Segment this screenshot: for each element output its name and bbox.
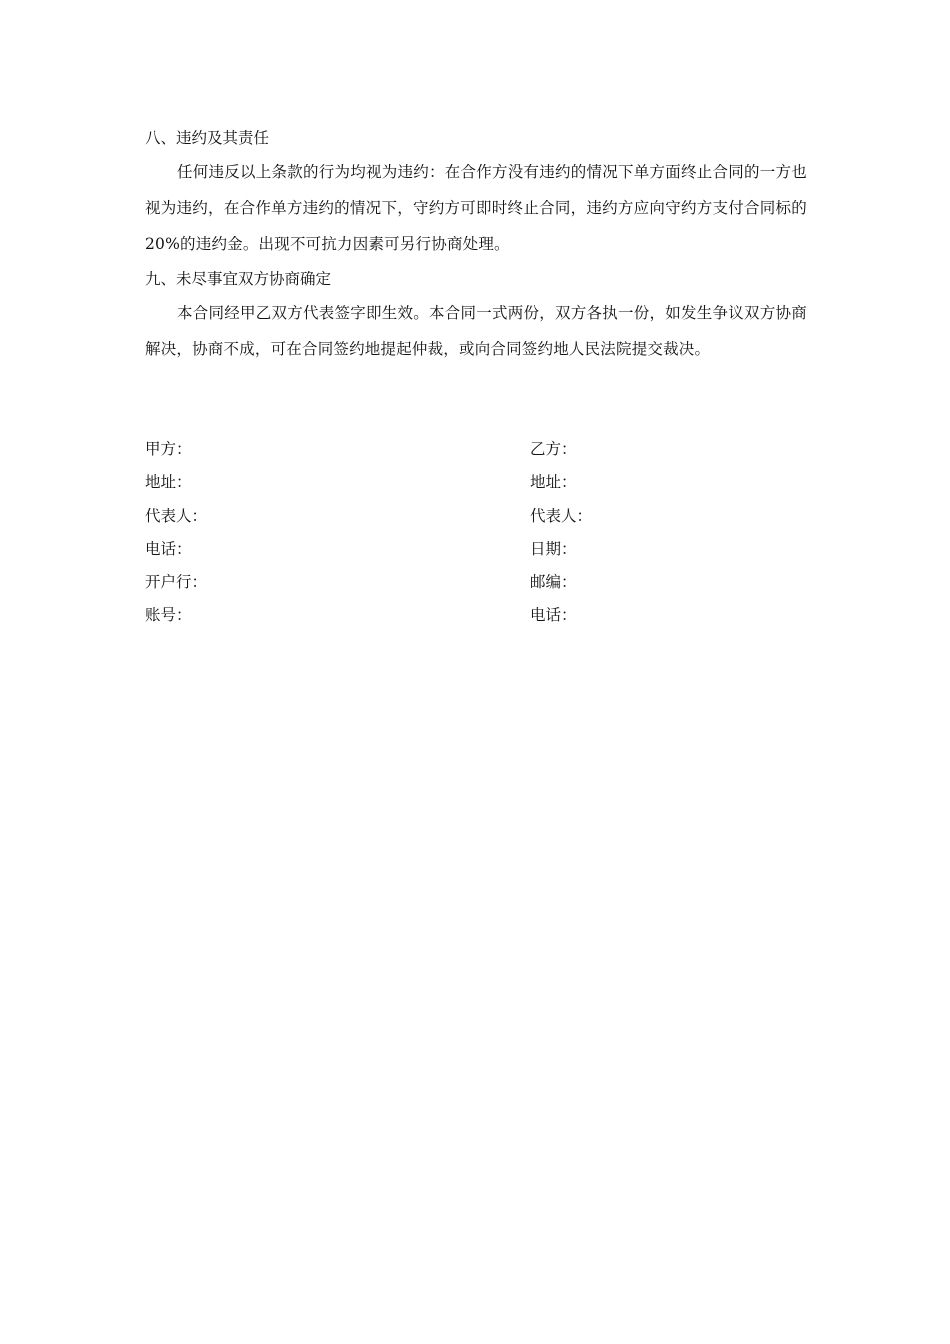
- signature-block: [145, 436, 807, 636]
- party-a-address-label: 地址：: [145, 473, 192, 492]
- party-b-representative-label: 代表人：: [530, 506, 593, 525]
- party-a-phone-label: 电话：: [145, 539, 192, 558]
- section-heading-breach: 八、违约及其责任: [145, 129, 270, 147]
- party-b-name-label: 乙方：: [530, 440, 577, 458]
- party-a-bank-label: 开户行：: [145, 573, 208, 592]
- signature-row: [145, 436, 807, 469]
- signature-row: [145, 469, 807, 502]
- contract-clauses: [145, 125, 807, 367]
- signature-row: [145, 602, 807, 635]
- party-b-postcode-label: 邮编：: [530, 573, 577, 592]
- party-b-address-label: 地址：: [530, 473, 577, 492]
- signature-row: [145, 503, 807, 536]
- section-body-breach: 任何违反以上条款的行为均视为违约：在合作方没有违约的情况下单方面终止合同的一方也视为违约，在合作单方违约的情况下，守约方可即时终止合同，违约方应向守约方支付合同标的 20%的违约金。出现不可抗力因素可另行协商处理。: [145, 163, 807, 253]
- party-b-phone-label: 电话：: [530, 606, 577, 625]
- party-a-name-label: 甲方：: [145, 440, 192, 458]
- section-body-other-matters: 本合同经甲乙双方代表签字即生效。本合同一式两份，双方各执一份，如发生争议双方协商解决，协商不成，可在合同签约地提起仲裁，或向合同签约地人民法院提交裁决。: [145, 304, 807, 358]
- party-a-representative-label: 代表人：: [145, 506, 208, 525]
- party-a-account-label: 账号：: [145, 606, 192, 625]
- party-b-date-label: 日期：: [530, 539, 577, 558]
- section-heading-other-matters: 九、未尽事宜双方协商确定: [145, 270, 332, 288]
- signature-row: [145, 536, 807, 569]
- signature-row: [145, 569, 807, 602]
